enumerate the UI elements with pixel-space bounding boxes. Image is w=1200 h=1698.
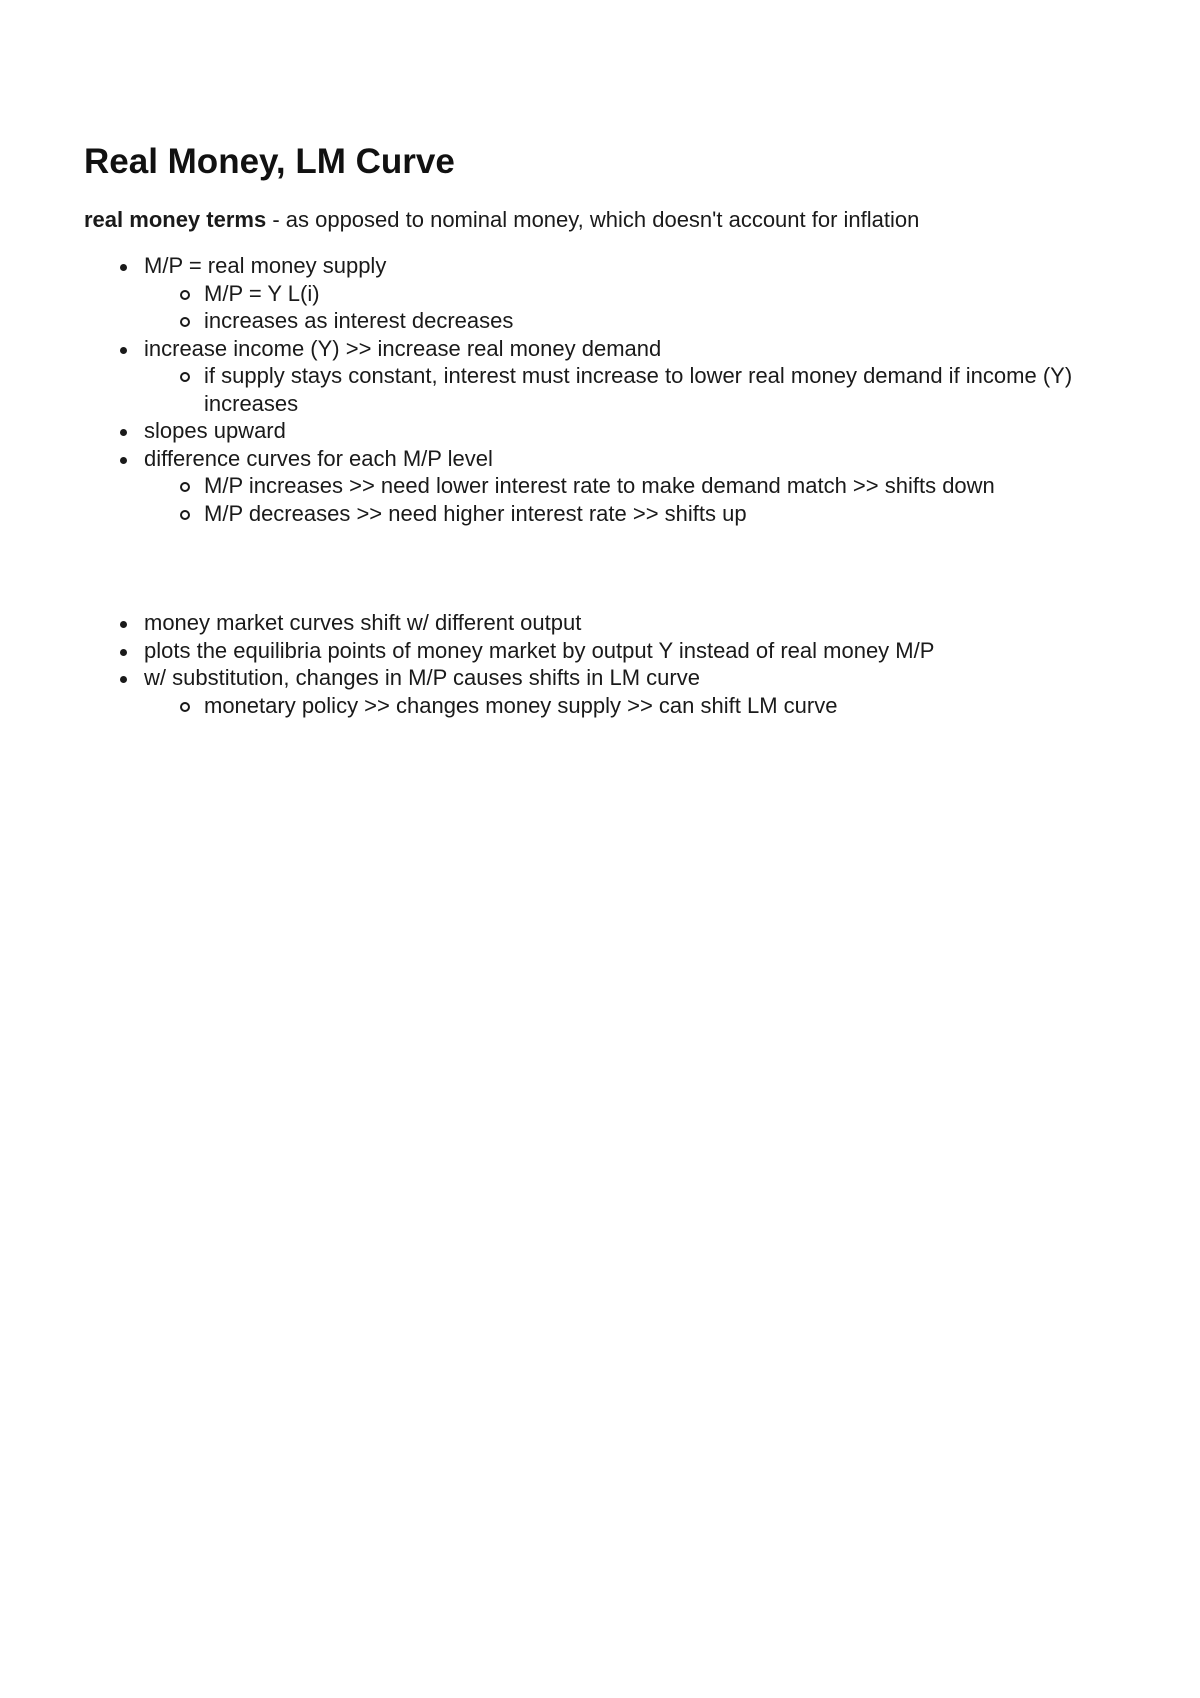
sub-list-item <box>144 472 1124 500</box>
sub-list-item-text: if supply stays constant, interest must increase to lower real money demand if income (Y) increases <box>204 363 1073 416</box>
sub-list <box>144 692 1124 720</box>
intro-term: real money terms <box>84 207 267 232</box>
list-item <box>84 609 1124 637</box>
sub-list-item-text: M/P decreases >> need higher interest rate >> shifts up <box>204 500 747 526</box>
sub-list-item <box>144 692 1124 720</box>
filled-bullet-icon <box>120 457 127 464</box>
list-item-text: money market curves shift w/ different output <box>144 610 582 635</box>
hollow-bullet-icon <box>180 510 190 520</box>
filled-bullet-icon <box>120 649 127 656</box>
hollow-bullet-icon <box>180 290 190 300</box>
filled-bullet-icon <box>120 429 127 436</box>
sub-list <box>144 472 1124 527</box>
sub-list-item <box>144 500 1124 528</box>
intro-text: - as opposed to nominal money, which doesn't account for inflation <box>266 207 920 232</box>
sub-list-item-text: increases as interest decreases <box>204 308 514 333</box>
filled-bullet-icon <box>120 621 127 628</box>
list-item-text: slopes upward <box>144 418 286 443</box>
list-item <box>84 664 1124 719</box>
list-item-text: M/P = real money supply <box>144 253 387 278</box>
list-item-text: increase income (Y) >> increase real money demand <box>144 335 662 361</box>
sub-list <box>144 280 1124 335</box>
list-item <box>84 637 1124 665</box>
filled-bullet-icon <box>120 347 127 354</box>
hollow-bullet-icon <box>180 317 190 327</box>
filled-bullet-icon <box>120 264 127 271</box>
hollow-bullet-icon <box>180 372 190 382</box>
hollow-bullet-icon <box>180 702 190 712</box>
document-page <box>84 140 1124 719</box>
sub-list-item <box>144 307 1124 335</box>
sub-list-item-text: M/P increases >> need lower interest rate to make demand match >> shifts down <box>204 473 995 498</box>
list-item-text: difference curves for each M/P level <box>144 445 493 471</box>
bullet-list-lm-curve <box>84 609 1124 719</box>
intro-paragraph <box>84 206 1124 234</box>
list-item-text: w/ substitution, changes in M/P causes shifts in LM curve <box>144 665 700 690</box>
sub-list-item-text: M/P = Y L(i) <box>204 280 320 306</box>
list-item <box>84 417 1124 445</box>
sub-list-item <box>144 362 1124 417</box>
filled-bullet-icon <box>120 676 127 683</box>
sub-list-item-text: monetary policy >> changes money supply >> can shift LM curve <box>204 692 838 718</box>
list-item-text: plots the equilibria points of money market by output Y instead of real money M/P <box>144 637 935 663</box>
list-item <box>84 445 1124 528</box>
page-title: Real Money, LM Curve <box>84 142 455 181</box>
sub-list-item <box>144 280 1124 308</box>
bullet-list-real-money <box>84 252 1124 527</box>
list-item <box>84 252 1124 335</box>
list-item <box>84 335 1124 418</box>
hollow-bullet-icon <box>180 482 190 492</box>
sub-list <box>144 362 1124 417</box>
